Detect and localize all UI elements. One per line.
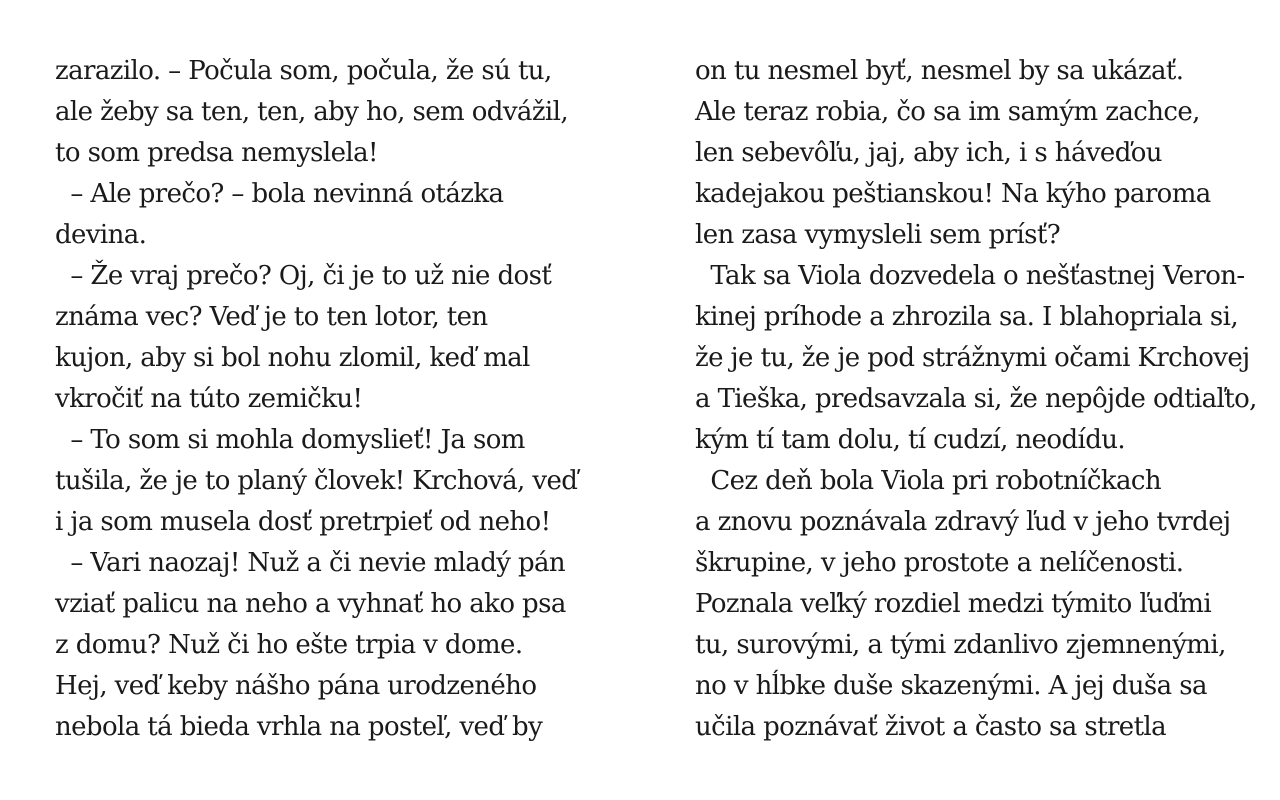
text-line: len sebevôľu, jaj, aby ich, i s háveďou — [695, 138, 1162, 168]
text-line: no v hĺbke duše skazenými. A jej duša sa — [695, 671, 1207, 701]
text-line: kujon, aby si bol nohu zlomil, keď mal — [55, 343, 530, 373]
text-line: – Ale prečo? – bola nevinná otázka — [55, 179, 504, 209]
text-line: kinej príhode a zhrozila sa. I blahopriala si, — [695, 302, 1239, 332]
text-line: nebola tá bieda vrhla na posteľ, veď by — [55, 712, 543, 742]
text-line: kadejakou peštianskou! Na kýho paroma — [695, 179, 1211, 209]
text-line: Ale teraz robia, čo sa im samým zachce, — [695, 97, 1200, 127]
text-line: známa vec? Veď je to ten lotor, ten — [55, 302, 488, 332]
text-line: to som predsa nemyslela! — [55, 138, 378, 168]
text-line: učila poznávať život a často sa stretla — [695, 712, 1167, 742]
right-page — [695, 51, 1275, 748]
left-page — [55, 51, 635, 748]
text-line: tu, surovými, a tými zdanlivo zjemnenými, — [695, 630, 1226, 660]
text-line: i ja som musela dosť pretrpieť od neho! — [55, 507, 551, 537]
text-line: on tu nesmel byť, nesmel by sa ukázať. — [695, 56, 1184, 86]
text-line: Poznala veľký rozdiel medzi týmito ľuďmi — [695, 589, 1212, 619]
text-line: ale žeby sa ten, ten, aby ho, sem odvážil, — [55, 97, 569, 127]
text-line: škrupine, v jeho prostote a nelíčenosti. — [695, 548, 1184, 578]
text-line: z domu? Nuž či ho ešte trpia v dome. — [55, 630, 523, 660]
text-line: a Tieška, predsavzala si, že nepôjde odtiaľto, — [695, 384, 1257, 414]
text-line: vkročiť na túto zemičku! — [55, 384, 363, 414]
text-line: len zasa vymysleli sem prísť? — [695, 220, 1061, 250]
text-line: zarazilo. – Počula som, počula, že sú tu, — [55, 56, 552, 86]
text-line: kým tí tam dolu, tí cudzí, neodídu. — [695, 425, 1126, 455]
text-line: vziať palicu na neho a vyhnať ho ako psa — [55, 589, 566, 619]
text-line: tušila, že je to planý človek! Krchová, veď — [55, 466, 578, 496]
text-line: Hej, veď keby nášho pána urodzeného — [55, 671, 537, 701]
text-line: – To som si mohla domyslieť! Ja som — [55, 425, 525, 455]
text-line: Cez deň bola Viola pri robotníčkach — [695, 466, 1162, 496]
text-line: že je tu, že je pod strážnymi očami Krchovej — [695, 343, 1250, 373]
text-line: a znovu poznávala zdravý ľud v jeho tvrdej — [695, 507, 1231, 537]
text-line: – Že vraj prečo? Oj, či je to už nie dosť — [55, 261, 552, 291]
text-line: Tak sa Viola dozvedela o nešťastnej Veron- — [695, 261, 1245, 291]
text-line: devina. — [55, 220, 147, 250]
text-line: – Vari naozaj! Nuž a či nevie mladý pán — [55, 548, 566, 578]
